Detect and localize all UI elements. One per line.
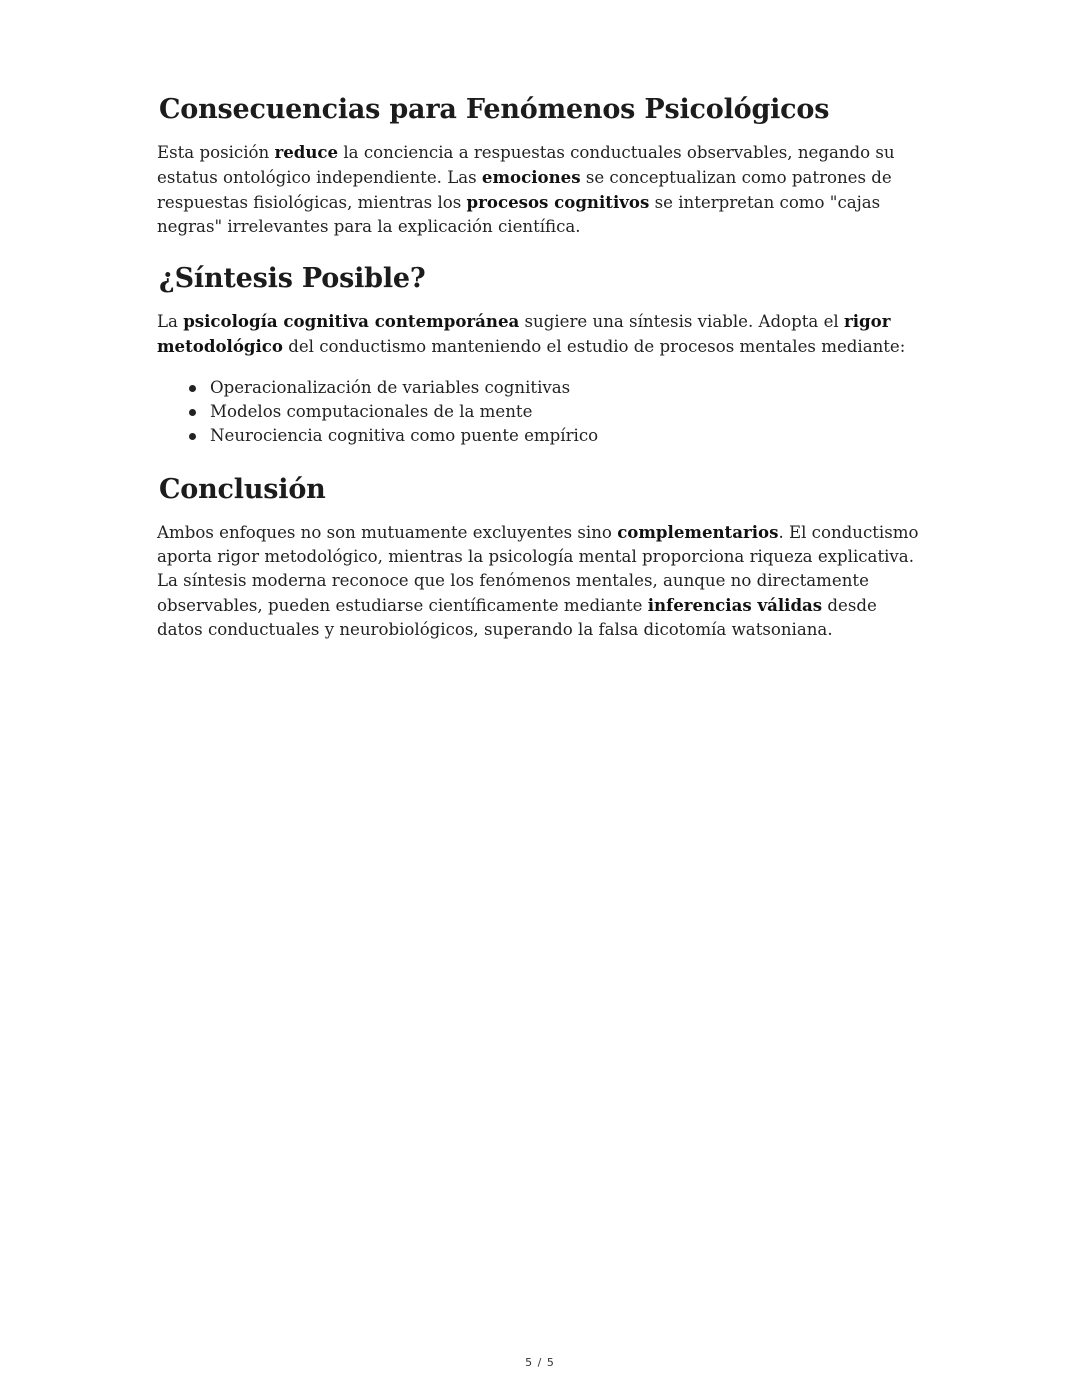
paragraph-text: del conductismo manteniendo el estudio de procesos mentales mediante: [282, 337, 906, 356]
bold-term: inferencias válidas [647, 595, 823, 615]
bullet-list [157, 376, 927, 448]
paragraph-text: desde datos conductuales y neurobiológicos, superando la falsa dicotomía watsoniana. [157, 596, 877, 639]
list-item [210, 400, 927, 424]
bold-term: emociones [481, 167, 581, 187]
bold-term: procesos cognitivos [466, 192, 650, 212]
bold-term: psicología cognitiva contemporánea [183, 311, 520, 331]
page-number: 5 / 5 [525, 1356, 555, 1369]
paragraph-text: la conciencia a respuestas conductuales observables, negando su estatus ontológico independiente. Las [157, 143, 895, 187]
paragraph-text: La [157, 312, 184, 331]
paragraph-text: Ambos enfoques no son mutuamente excluyentes sino [157, 523, 618, 542]
list-item [210, 424, 927, 448]
section-heading-sintesis: ¿Síntesis Posible? [159, 263, 426, 294]
list-item-text: Operacionalización de variables cognitivas [210, 378, 571, 397]
section-heading-conclusion: Conclusión [159, 474, 326, 505]
section-heading-consecuencias: Consecuencias para Fenómenos Psicológicos [159, 94, 830, 125]
bullet-icon [189, 409, 196, 416]
bold-term: rigor metodológico [157, 311, 891, 356]
paragraph-sintesis [157, 309, 927, 359]
paragraph-text: se conceptualizan como patrones de respuestas fisiológicas, mientras los [157, 168, 892, 212]
document-page [157, 92, 927, 664]
bold-term: complementarios [617, 522, 779, 542]
paragraph-text: Esta posición [157, 143, 275, 162]
paragraph-conclusion [157, 520, 927, 642]
bullet-icon [189, 433, 196, 440]
paragraph-text: se interpretan como "cajas negras" irrelevantes para la explicación científica. [157, 193, 881, 236]
list-item [210, 376, 927, 400]
paragraph-text: sugiere una síntesis viable. Adopta el [519, 312, 845, 331]
list-item-text: Neurociencia cognitiva como puente empírico [210, 426, 599, 445]
paragraph-consecuencias [157, 140, 927, 239]
list-item-text: Modelos computacionales de la mente [210, 402, 533, 421]
paragraph-text: . El conductismo aporta rigor metodológico, mientras la psicología mental proporciona riqueza explicativa. La síntesis moderna reconoce que los fenómenos mentales, aunque no directamente observables, pueden estudiarse científicamente mediante [157, 523, 919, 615]
bullet-icon [189, 385, 196, 392]
bold-term: reduce [274, 142, 339, 162]
